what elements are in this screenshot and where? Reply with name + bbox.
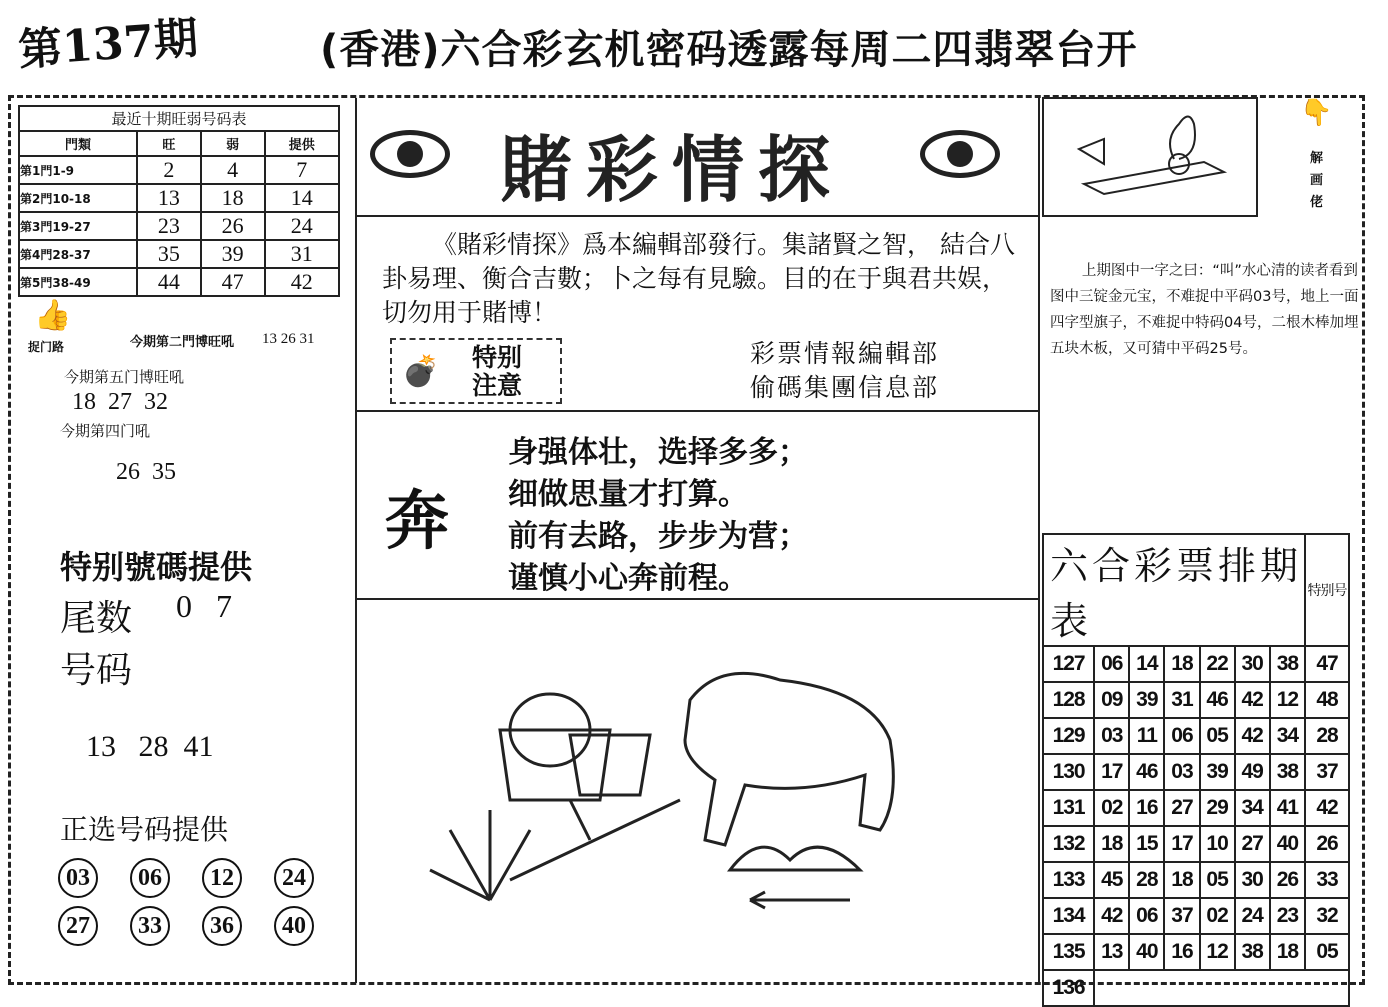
- eye-icon: [370, 130, 450, 182]
- department-1: 彩票情報編輯部: [750, 339, 940, 368]
- cell: 第5門38-49: [19, 268, 137, 296]
- schedule-row: [1043, 934, 1349, 970]
- cell: 7: [265, 156, 339, 184]
- notice-box: [390, 338, 562, 404]
- cell: 4: [201, 156, 265, 184]
- number-cell: 18: [1094, 826, 1129, 862]
- main-picks-title: 正选号码提供: [60, 813, 229, 846]
- table-row: [19, 184, 339, 212]
- pick-number: 27: [58, 906, 98, 946]
- number-cell: 28: [1129, 862, 1164, 898]
- number-label: 号码: [60, 650, 133, 691]
- special-numbers: 13 28 41: [86, 730, 214, 763]
- number-cell: 03: [1094, 718, 1129, 754]
- number-cell: 05: [1305, 934, 1349, 970]
- divider: [355, 98, 357, 983]
- plant-drawing: [430, 800, 680, 900]
- number-cell: 06: [1164, 718, 1199, 754]
- riddle-illustration: [420, 640, 980, 940]
- schedule-row: [1043, 826, 1349, 862]
- number-cell: 37: [1305, 754, 1349, 790]
- bomb-icon: 💣: [402, 354, 440, 389]
- number-cell: 27: [1235, 826, 1270, 862]
- number-cell: 46: [1129, 754, 1164, 790]
- issue-cell: 128: [1043, 682, 1094, 718]
- table-row: [19, 212, 339, 240]
- number-cell: 02: [1094, 790, 1129, 826]
- cell: 13: [137, 184, 201, 212]
- number-cell: 06: [1129, 898, 1164, 934]
- number-cell: 05: [1200, 718, 1235, 754]
- number-cell: 32: [1305, 898, 1349, 934]
- issue-number: 第137期: [16, 12, 200, 77]
- main-picks: [58, 858, 348, 946]
- number-cell: 17: [1094, 754, 1129, 790]
- table-row: [19, 240, 339, 268]
- tail-label: 尾数: [60, 598, 133, 639]
- number-cell: 42: [1094, 898, 1129, 934]
- table-row: [19, 156, 339, 184]
- cell: 第4門28-37: [19, 240, 137, 268]
- number-cell: 40: [1129, 934, 1164, 970]
- number-cell: 15: [1129, 826, 1164, 862]
- issue-cell: 131: [1043, 790, 1094, 826]
- poem-line: 前有去路，步步为营；: [508, 519, 808, 554]
- number-cell: 11: [1129, 718, 1164, 754]
- col-header: 門類: [19, 131, 137, 156]
- number-cell: 38: [1235, 934, 1270, 970]
- pick-number: 06: [130, 858, 170, 898]
- number-cell: 23: [1270, 898, 1305, 934]
- number-cell: 18: [1270, 934, 1305, 970]
- pick-number: 40: [274, 906, 314, 946]
- cell: 39: [201, 240, 265, 268]
- number-cell: 06: [1094, 646, 1129, 682]
- number-cell: 02: [1200, 898, 1235, 934]
- cell: 31: [265, 240, 339, 268]
- schedule-row: [1043, 754, 1349, 790]
- cell: 35: [137, 240, 201, 268]
- number-cell: 12: [1270, 682, 1305, 718]
- issue-cell: 136: [1043, 970, 1094, 1006]
- riddle-text: 上期图中一字之曰：“叫”水心清的读者看到图中三锭金元宝，不难捉中平码03号，地上一面四字型旗子，不难捉中特码04号，二根木棒加埋五块木板，又可猜中平码25号。: [1050, 263, 1359, 357]
- number-cell: 26: [1305, 826, 1349, 862]
- special-number-label: 特别号: [1305, 534, 1349, 646]
- pick-number: 24: [274, 858, 314, 898]
- pick-number: 03: [58, 858, 98, 898]
- number-cell: 27: [1164, 790, 1199, 826]
- pointing-hand-icon: 👇: [1300, 98, 1333, 128]
- poem-key-char: 奔: [385, 485, 449, 559]
- number-cell: 39: [1129, 682, 1164, 718]
- cell: 23: [137, 212, 201, 240]
- number-cell: 28: [1305, 718, 1349, 754]
- divider: [355, 410, 1038, 412]
- page-title: (香港)六合彩玄机密码透露每周二四翡翠台开: [320, 27, 1138, 73]
- schedule-row: [1043, 790, 1349, 826]
- cell: 2: [137, 156, 201, 184]
- table-title: 最近十期旺弱号码表: [19, 106, 339, 131]
- issue-cell: 130: [1043, 754, 1094, 790]
- cell: 第2門10-18: [19, 184, 137, 212]
- schedule-row: [1043, 898, 1349, 934]
- cell: 第3門19-27: [19, 212, 137, 240]
- schedule-row: [1043, 718, 1349, 754]
- number-cell: 30: [1235, 646, 1270, 682]
- poem: [508, 432, 808, 600]
- schedule-row: [1043, 862, 1349, 898]
- number-cell: 42: [1235, 718, 1270, 754]
- number-cell: 17: [1164, 826, 1199, 862]
- number-cell: 48: [1305, 682, 1349, 718]
- issue-cell: 133: [1043, 862, 1094, 898]
- poem-line: 谨慎小心奔前程。: [508, 561, 748, 596]
- number-cell: 22: [1200, 646, 1235, 682]
- cell: 14: [265, 184, 339, 212]
- number-cell: 33: [1305, 862, 1349, 898]
- poem-line: 身强体壮，选择多多；: [508, 435, 808, 470]
- riddle-label: 解画佬: [1310, 151, 1324, 210]
- number-cell: 40: [1270, 826, 1305, 862]
- door-tips-label: 捉门路: [28, 340, 65, 354]
- number-cell: 03: [1164, 754, 1199, 790]
- notice-label: 特别注意: [472, 343, 523, 400]
- number-cell: 31: [1164, 682, 1199, 718]
- number-cell: 42: [1235, 682, 1270, 718]
- number-cell: 16: [1129, 790, 1164, 826]
- cell: 第1門1-9: [19, 156, 137, 184]
- issue-cell: 132: [1043, 826, 1094, 862]
- tail-value: 0 7: [176, 588, 232, 624]
- number-cell: 46: [1200, 682, 1235, 718]
- tip-line-2: 今期第五门博旺吼: [64, 368, 185, 386]
- number-cell: 49: [1235, 754, 1270, 790]
- number-cell: 16: [1164, 934, 1199, 970]
- issue-cell: 134: [1043, 898, 1094, 934]
- number-cell: 39: [1200, 754, 1235, 790]
- intro-text: 《賭彩情探》爲本編輯部發行。集諸賢之智， 結合八卦易理、衡合吉數；卜之每有見驗。目的在于與君共娱， 切勿用于賭博！: [382, 230, 1015, 327]
- number-cell: 34: [1270, 718, 1305, 754]
- col-header: 弱: [201, 131, 265, 156]
- issue-cell: 129: [1043, 718, 1094, 754]
- number-cell: 34: [1235, 790, 1270, 826]
- number-cell: 05: [1200, 862, 1235, 898]
- number-cell: 24: [1235, 898, 1270, 934]
- number-cell: 13: [1094, 934, 1129, 970]
- masthead-title: 賭彩情探: [500, 128, 845, 212]
- department-2: 偷碼集團信息部: [750, 373, 940, 402]
- cell: 24: [265, 212, 339, 240]
- baskets-drawing: [500, 694, 650, 800]
- number-cell: 45: [1094, 862, 1129, 898]
- number-cell: 37: [1164, 898, 1199, 934]
- number-cell: 42: [1305, 790, 1349, 826]
- tip-line-1: 今期第二門博旺吼: [130, 335, 235, 350]
- eye-icon: [920, 130, 1000, 182]
- issue-cell: 135: [1043, 934, 1094, 970]
- pick-number: 36: [202, 906, 242, 946]
- number-cell: 30: [1235, 862, 1270, 898]
- table-row: [19, 268, 339, 296]
- tip-line-3-numbers: 26 35: [116, 459, 176, 485]
- number-cell: 18: [1164, 862, 1199, 898]
- schedule-row: [1043, 682, 1349, 718]
- thumbs-up-icon: 👍: [34, 298, 72, 333]
- cell: 26: [201, 212, 265, 240]
- poem-line: 细做思量才打算。: [508, 477, 748, 512]
- crane-illustration: [1042, 97, 1258, 217]
- schedule-title: 六合彩票排期表: [1043, 534, 1305, 646]
- number-cell: 38: [1270, 646, 1305, 682]
- pick-number: 12: [202, 858, 242, 898]
- tip-line-1-numbers: 13 26 31: [262, 331, 315, 347]
- mountain-arrow-drawing: [730, 847, 860, 908]
- cell: 44: [137, 268, 201, 296]
- schedule-row: [1043, 646, 1349, 682]
- lottery-schedule-table: [1042, 533, 1350, 1007]
- number-cell: 29: [1200, 790, 1235, 826]
- tip-line-2-numbers: 18 27 32: [72, 389, 168, 415]
- recent-hot-cold-table: [18, 105, 340, 297]
- number-cell: 26: [1270, 862, 1305, 898]
- number-cell: 09: [1094, 682, 1129, 718]
- cell: 47: [201, 268, 265, 296]
- cell: 42: [265, 268, 339, 296]
- pick-number: 33: [130, 906, 170, 946]
- number-cell: 14: [1129, 646, 1164, 682]
- col-header: 旺: [137, 131, 201, 156]
- issue-cell: 127: [1043, 646, 1094, 682]
- number-cell: 38: [1270, 754, 1305, 790]
- number-cell: 12: [1200, 934, 1235, 970]
- special-title: 特别號碼提供: [60, 548, 253, 586]
- tip-line-3: 今期第四门吼: [60, 422, 151, 440]
- bear-drawing: [685, 673, 893, 845]
- number-cell: 18: [1164, 646, 1199, 682]
- number-cell: 10: [1200, 826, 1235, 862]
- number-cell: 47: [1305, 646, 1349, 682]
- number-cell: 41: [1270, 790, 1305, 826]
- divider: [1038, 98, 1040, 983]
- cell: 18: [201, 184, 265, 212]
- col-header: 提供: [265, 131, 339, 156]
